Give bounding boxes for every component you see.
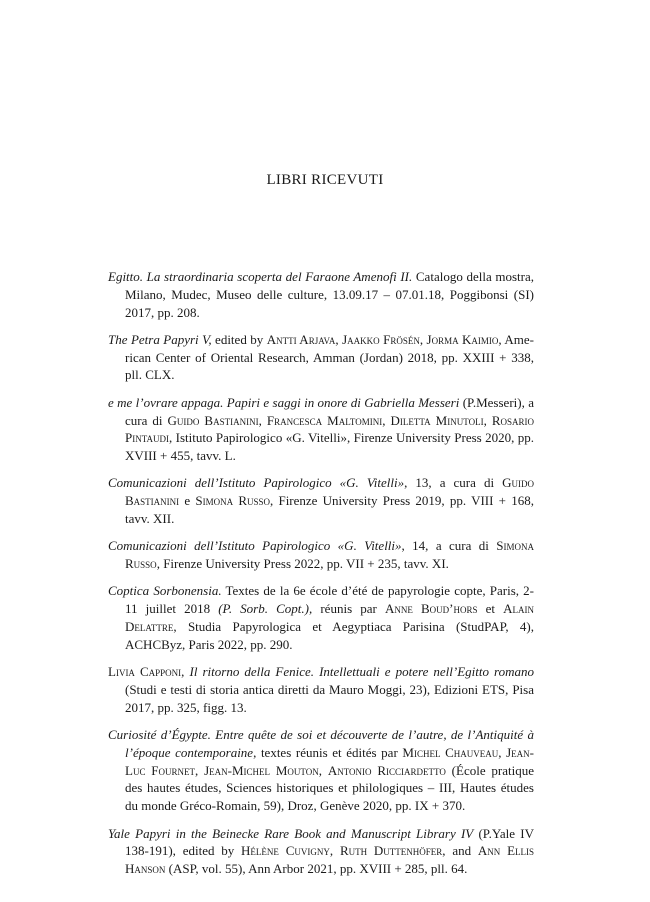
author-name: Simona Russo <box>195 493 270 509</box>
entry-text: réunis par <box>312 601 385 617</box>
title-text: The Petra Papyri V, <box>108 331 212 347</box>
title-text: Il ritorno della Fenice. Intellettuali e potere nell’Egitto romano <box>189 664 535 680</box>
author-name: Rosario Pintaudi <box>125 412 535 446</box>
entry-text: , <box>329 843 340 859</box>
author-name: Jean-Luc Fournet <box>125 744 535 778</box>
entry-text: , <box>483 412 492 428</box>
title-text: Comunicazioni dell’Istituto Papirologico «G. Vitelli» <box>108 475 405 491</box>
author-name: Simona Russo <box>125 538 534 572</box>
book-entry-yale-papyri <box>108 825 534 878</box>
entry-text: , <box>419 331 427 347</box>
book-entry-egitto <box>108 268 534 321</box>
author-name: Jaakko Frösén <box>342 331 420 347</box>
entry-text: , 13, a cura di <box>404 475 503 491</box>
entry-text: , Firenze University Press 2022, pp. VII + 235, tavv. XI. <box>156 556 449 572</box>
title-text: Comunicazioni dell’Istituto Papirologico «G. Vitelli» <box>108 538 402 554</box>
entry-text: (École pratique des hautes études, Sciences historiques et philologiques – III, Hautes études du monde Gréco-Romain, 59), Droz, Genève 2020, pp. IX + 370. <box>125 762 535 814</box>
entry-text: edited by <box>211 331 267 347</box>
entry-text: , <box>181 664 190 680</box>
title-text: e me l’ovrare appaga. Papiri e saggi in onore di Gabriella Messeri <box>108 394 460 410</box>
author-name: Ann Ellis Hanson <box>125 843 535 877</box>
author-name: Antti Arjava <box>266 331 336 347</box>
entry-text: , <box>498 744 507 760</box>
entry-text: (ASP, vol. 55), Ann Arbor 2021, pp. XVIII + 285, pll. 64. <box>165 861 468 877</box>
author-name: Michel Chauveau <box>402 744 499 760</box>
title-text: Curiosité d’Égypte. Entre quête de soi et découverte de l’autre, de l’Antiquité à l’époque contemporaine <box>108 727 534 760</box>
entry-text: Catalogo della mostra, Milano, Mudec, Museo delle culture, 13.09.17 – 07.01.18, Poggibonsi (SI) 2017, pp. 208. <box>125 269 534 320</box>
entry-text: , <box>195 762 205 778</box>
entry-text: , Istituto Papirologico «G. Vitelli», Firenze University Press 2020, pp. XVIII + 455, tavv. L. <box>125 430 534 464</box>
page-title: LIBRI RICEVUTI <box>266 172 384 188</box>
book-entry-comunicazioni-14 <box>108 537 534 573</box>
entry-text: e <box>179 493 196 509</box>
author-name: Anne Boud’hors <box>384 601 478 617</box>
entry-text: , <box>258 412 267 428</box>
entry-text: , American Center of Oriental Research, Amman (Jordan) 2018, pp. XXIII + 338, pll. CLX. <box>125 331 535 383</box>
author-name: Diletta Minutoli <box>390 412 484 428</box>
author-name: Ruth Duttenhöfer <box>339 843 443 859</box>
author-name: Jorma Kaimio <box>426 331 499 347</box>
author-name: Francesca Maltomini <box>266 412 383 428</box>
entry-text: , Firenze University Press 2019, pp. VIII + 168, tavv. XII. <box>125 493 534 527</box>
author-name: Alain Delattre <box>125 601 534 635</box>
entry-text: , textes réunis et édités par <box>253 744 403 760</box>
title-text: Yale Papyri in the Beinecke Rare Book and Manuscript Library IV <box>108 825 474 841</box>
book-entry-curiosite <box>108 726 534 815</box>
entry-text: , <box>318 762 328 778</box>
book-entry-petra-papyri <box>108 331 534 384</box>
entry-text: (P.Messeri), a cura di <box>125 394 534 428</box>
entry-text: , Studia Papyrologica et Aegyptiaca Parisina (StudPAP, 4), ACHCByz, Paris 2022, pp. 290. <box>125 619 534 652</box>
author-name: Antonio Ricciardetto <box>327 762 446 778</box>
book-entry-capponi <box>108 663 534 716</box>
book-entry-messeri <box>108 394 534 465</box>
author-name: Guido Bastianini <box>167 412 259 428</box>
book-list <box>108 268 534 887</box>
title-text: (P. Sorb. Copt.), <box>218 601 313 617</box>
author-name: Hélène Cuvigny <box>241 843 330 859</box>
author-name: Jean-Michel Mouton <box>204 762 319 778</box>
author-name: Livia Capponi <box>108 664 182 680</box>
entry-text: Textes de la 6e école d’été de papyrologie copte, Paris, 2-11 juillet 2018 <box>125 583 534 617</box>
entry-text: , <box>382 412 391 428</box>
entry-text: (Studi e testi di storia antica diretti da Mauro Moggi, 23), Edizioni ETS, Pisa 2017, pp. 325, figg. 13. <box>125 681 534 715</box>
entry-text: (P.Yale IV 138-191), edited by <box>125 825 534 859</box>
title-text: Coptica Sorbonensia. <box>108 583 222 599</box>
entry-text: , and <box>442 843 478 859</box>
title-text: Egitto. La straordinaria scoperta del Faraone Amenofi II. <box>108 269 413 284</box>
book-entry-comunicazioni-13 <box>108 474 534 527</box>
author-name: Guido Bastianini <box>125 475 534 509</box>
entry-text: , <box>335 331 343 347</box>
entry-text: , 14, a cura di <box>401 538 497 554</box>
entry-text: et <box>477 601 504 617</box>
book-entry-coptica <box>108 582 534 653</box>
